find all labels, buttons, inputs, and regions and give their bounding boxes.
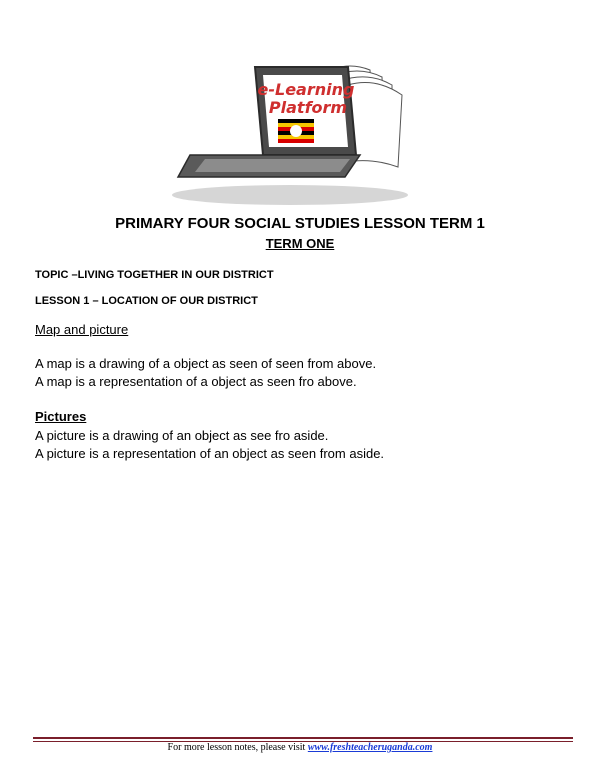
page-title: PRIMARY FOUR SOCIAL STUDIES LESSON TERM 1	[115, 215, 485, 232]
footer-prefix: For more lesson notes, please visit	[167, 742, 308, 753]
elearning-logo	[170, 55, 420, 210]
uganda-flag-icon	[278, 119, 314, 143]
picture-line: A picture is a representation of an object as seen from aside.	[35, 446, 385, 461]
map-line: A map is a drawing of a object as seen of seen from above.	[35, 356, 377, 371]
picture-line: A picture is a drawing of an object as see fro aside.	[35, 428, 329, 443]
logo-text-line2: Platform	[268, 98, 348, 117]
map-section-heading: Map and picture	[35, 322, 129, 337]
footer	[0, 742, 600, 753]
pictures-section-heading: Pictures	[35, 409, 87, 424]
map-section-body	[35, 355, 376, 391]
footer-divider	[33, 737, 573, 739]
footer-link[interactable]: www.freshteacheruganda.com	[307, 742, 433, 753]
logo-text-line1: e-Learning	[257, 80, 355, 99]
page-subtitle: TERM ONE	[265, 236, 335, 251]
pictures-section-body	[35, 427, 384, 463]
map-line: A map is a representation of a object as seen fro above.	[35, 374, 357, 389]
lesson-heading: LESSON 1 – LOCATION OF OUR DISTRICT	[35, 295, 258, 307]
topic-heading: TOPIC –LIVING TOGETHER IN OUR DISTRICT	[35, 269, 274, 281]
